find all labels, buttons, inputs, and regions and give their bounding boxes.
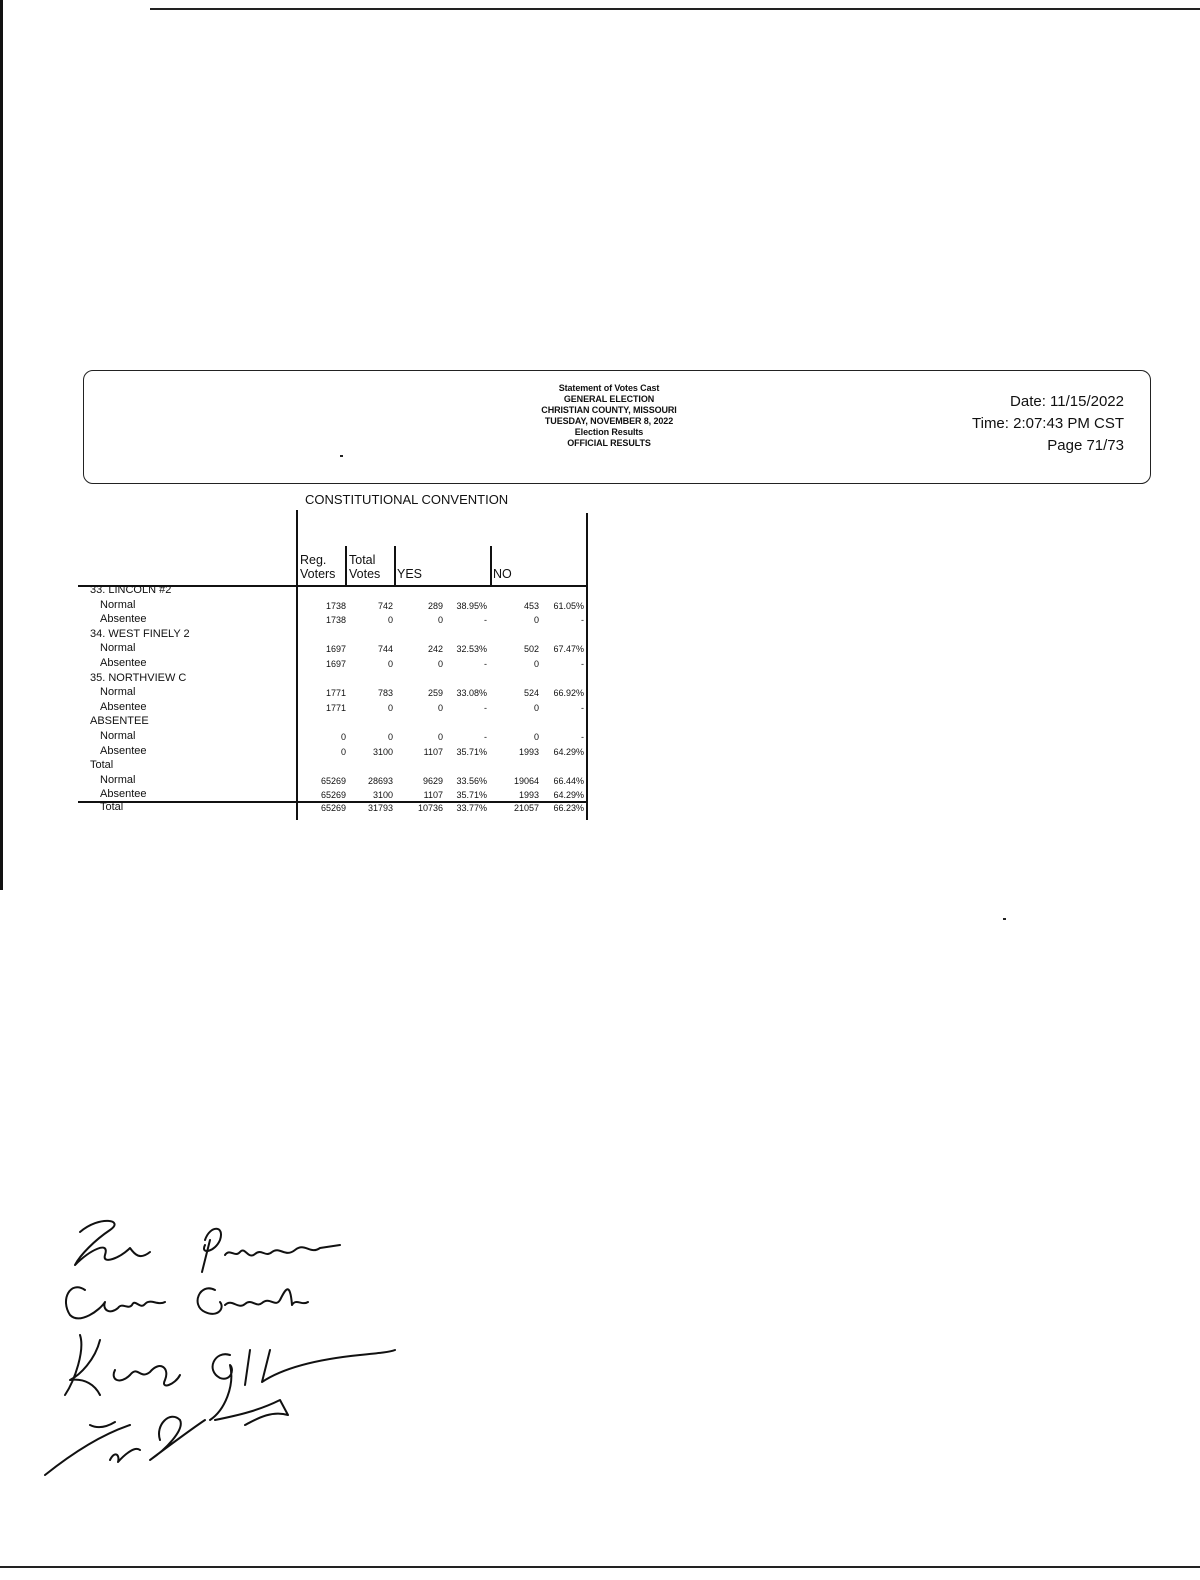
row-label-normal: Normal [100,686,136,699]
cell-no: 0 [533,615,539,626]
cell-yes: 0 [437,615,443,626]
table-rule-yes [394,546,396,586]
column-reg-voters: Reg. Voters [300,553,336,581]
cell-yes-pct: - [484,615,487,626]
cell-yes: 0 [437,659,443,669]
cell-yes: 1107 [423,746,443,757]
table-rule-right [586,513,588,820]
cell-no: 19064 [513,775,539,786]
cell-yes: 0 [437,732,443,742]
cell-no-pct: 66.92% [553,688,584,699]
cell-total: 742 [377,600,393,611]
cell-yes-pct: 35.71% [456,790,487,801]
cell-no-pct: - [581,702,584,713]
cell-total: 0 [387,615,393,626]
cell-yes-pct: - [484,659,487,669]
row-label-normal: Normal [100,730,136,742]
cell-yes: 1107 [423,790,443,801]
table-rule-no [490,546,492,586]
cell-yes: 242 [427,644,443,655]
cell-no-pct: - [581,732,584,742]
election-name: GENERAL ELECTION [563,394,655,404]
cell-reg: 65269 [320,775,346,786]
cell-yes: 289 [427,600,443,611]
row-label-absentee: Absentee [100,700,147,713]
cell-total: 3100 [372,790,393,801]
row-label-absentee: Absentee [100,657,147,669]
cell-no-pct: 61.05% [553,600,584,611]
cell-no: 1993 [518,746,539,757]
cell-no-pct: - [581,659,584,669]
cell-no: 453 [523,600,539,611]
page-number: Page 71/73 [1047,437,1124,454]
signature-4 [45,1400,288,1475]
cell-total: 0 [387,702,393,713]
cell-total: 783 [377,688,393,699]
cell-no: 0 [533,659,539,669]
row-label-absentee: Absentee [100,613,147,626]
cell-yes: 9629 [422,775,443,786]
cell-no-pct: 64.29% [553,746,584,757]
cell-no: 1993 [518,790,539,801]
row-label-absentee: Absentee [100,788,147,801]
report-subtitle: Election Results [574,427,644,437]
cell-reg: 65269 [320,790,346,801]
cell-yes-pct: 33.56% [456,775,487,786]
row-label-normal: Normal [100,642,136,655]
election-date: TUESDAY, NOVEMBER 8, 2022 [544,416,674,426]
cell-no-pct: 66.44% [553,775,584,786]
cell-reg: 0 [340,732,346,742]
cell-reg: 1738 [325,600,346,611]
cell-reg: 1697 [325,659,346,669]
signature-2 [66,1287,308,1318]
table-rule-total [345,546,347,586]
report-meta [972,391,1124,457]
scan-left-edge [0,0,3,890]
cell-total: 28693 [367,775,393,786]
row-label-normal: Normal [100,598,136,611]
scan-bottom-rule [0,1566,1200,1568]
cell-no-pct: 67.47% [553,644,584,655]
cell-yes: 0 [437,702,443,713]
cell-yes-pct: 35.71% [456,746,487,757]
cell-no: 21057 [513,803,539,813]
report-title: Statement of Votes Cast [558,383,660,393]
row-label-normal: Normal [100,773,136,786]
precinct-name: Total [90,759,114,772]
precinct-name: ABSENTEE [90,715,149,728]
cell-reg: 1738 [325,615,346,626]
cell-yes: 10736 [417,803,443,813]
column-yes: YES [397,567,423,581]
precinct-name: 34. WEST FINELY 2 [90,627,190,640]
cell-total: 0 [387,732,393,742]
report-time: Time: 2:07:43 PM CST [972,415,1124,432]
cell-yes-pct: 33.08% [456,688,487,699]
precinct-name: 33. LINCOLN #2 [90,584,172,596]
cell-yes-pct: - [484,702,487,713]
cell-total: 0 [387,659,393,669]
signatures [40,1210,420,1490]
cell-total: 31793 [367,803,393,813]
cell-yes-pct: 32.53% [456,644,487,655]
contest-title: CONSTITUTIONAL CONVENTION [305,492,509,507]
report-title-block [504,383,714,449]
cell-reg: 1771 [325,702,346,713]
cell-no: 0 [533,732,539,742]
cell-no: 524 [523,688,539,699]
report-date: Date: 11/15/2022 [1010,393,1124,410]
scan-speck [1003,918,1006,920]
cell-no-pct: 66.23% [553,803,584,813]
cell-yes-pct: 38.95% [456,600,487,611]
precinct-name: 35. NORTHVIEW C [90,671,187,684]
cell-no-pct: - [581,615,584,626]
column-total-votes: Total Votes [349,553,381,581]
cell-total: 744 [377,644,393,655]
cell-reg: 1771 [325,688,346,699]
scan-top-rule [150,8,1200,10]
signature-1 [75,1221,340,1272]
cell-yes-pct: 33.77% [456,803,487,813]
cell-yes: 259 [427,688,443,699]
report-header [83,370,1151,484]
cell-yes-pct: - [484,732,487,742]
cell-reg: 65269 [320,803,346,813]
cell-total: 3100 [372,746,393,757]
signature-3 [65,1335,395,1420]
cell-no-pct: 64.29% [553,790,584,801]
column-no: NO [493,567,512,581]
cell-no: 0 [533,702,539,713]
row-label-grand-total: Total [100,801,124,813]
cell-reg: 0 [340,746,346,757]
report-status: OFFICIAL RESULTS [567,438,651,448]
cell-no: 502 [523,644,539,655]
cell-reg: 1697 [325,644,346,655]
jurisdiction: CHRISTIAN COUNTY, MISSOURI [541,405,677,415]
row-label-absentee: Absentee [100,744,147,757]
